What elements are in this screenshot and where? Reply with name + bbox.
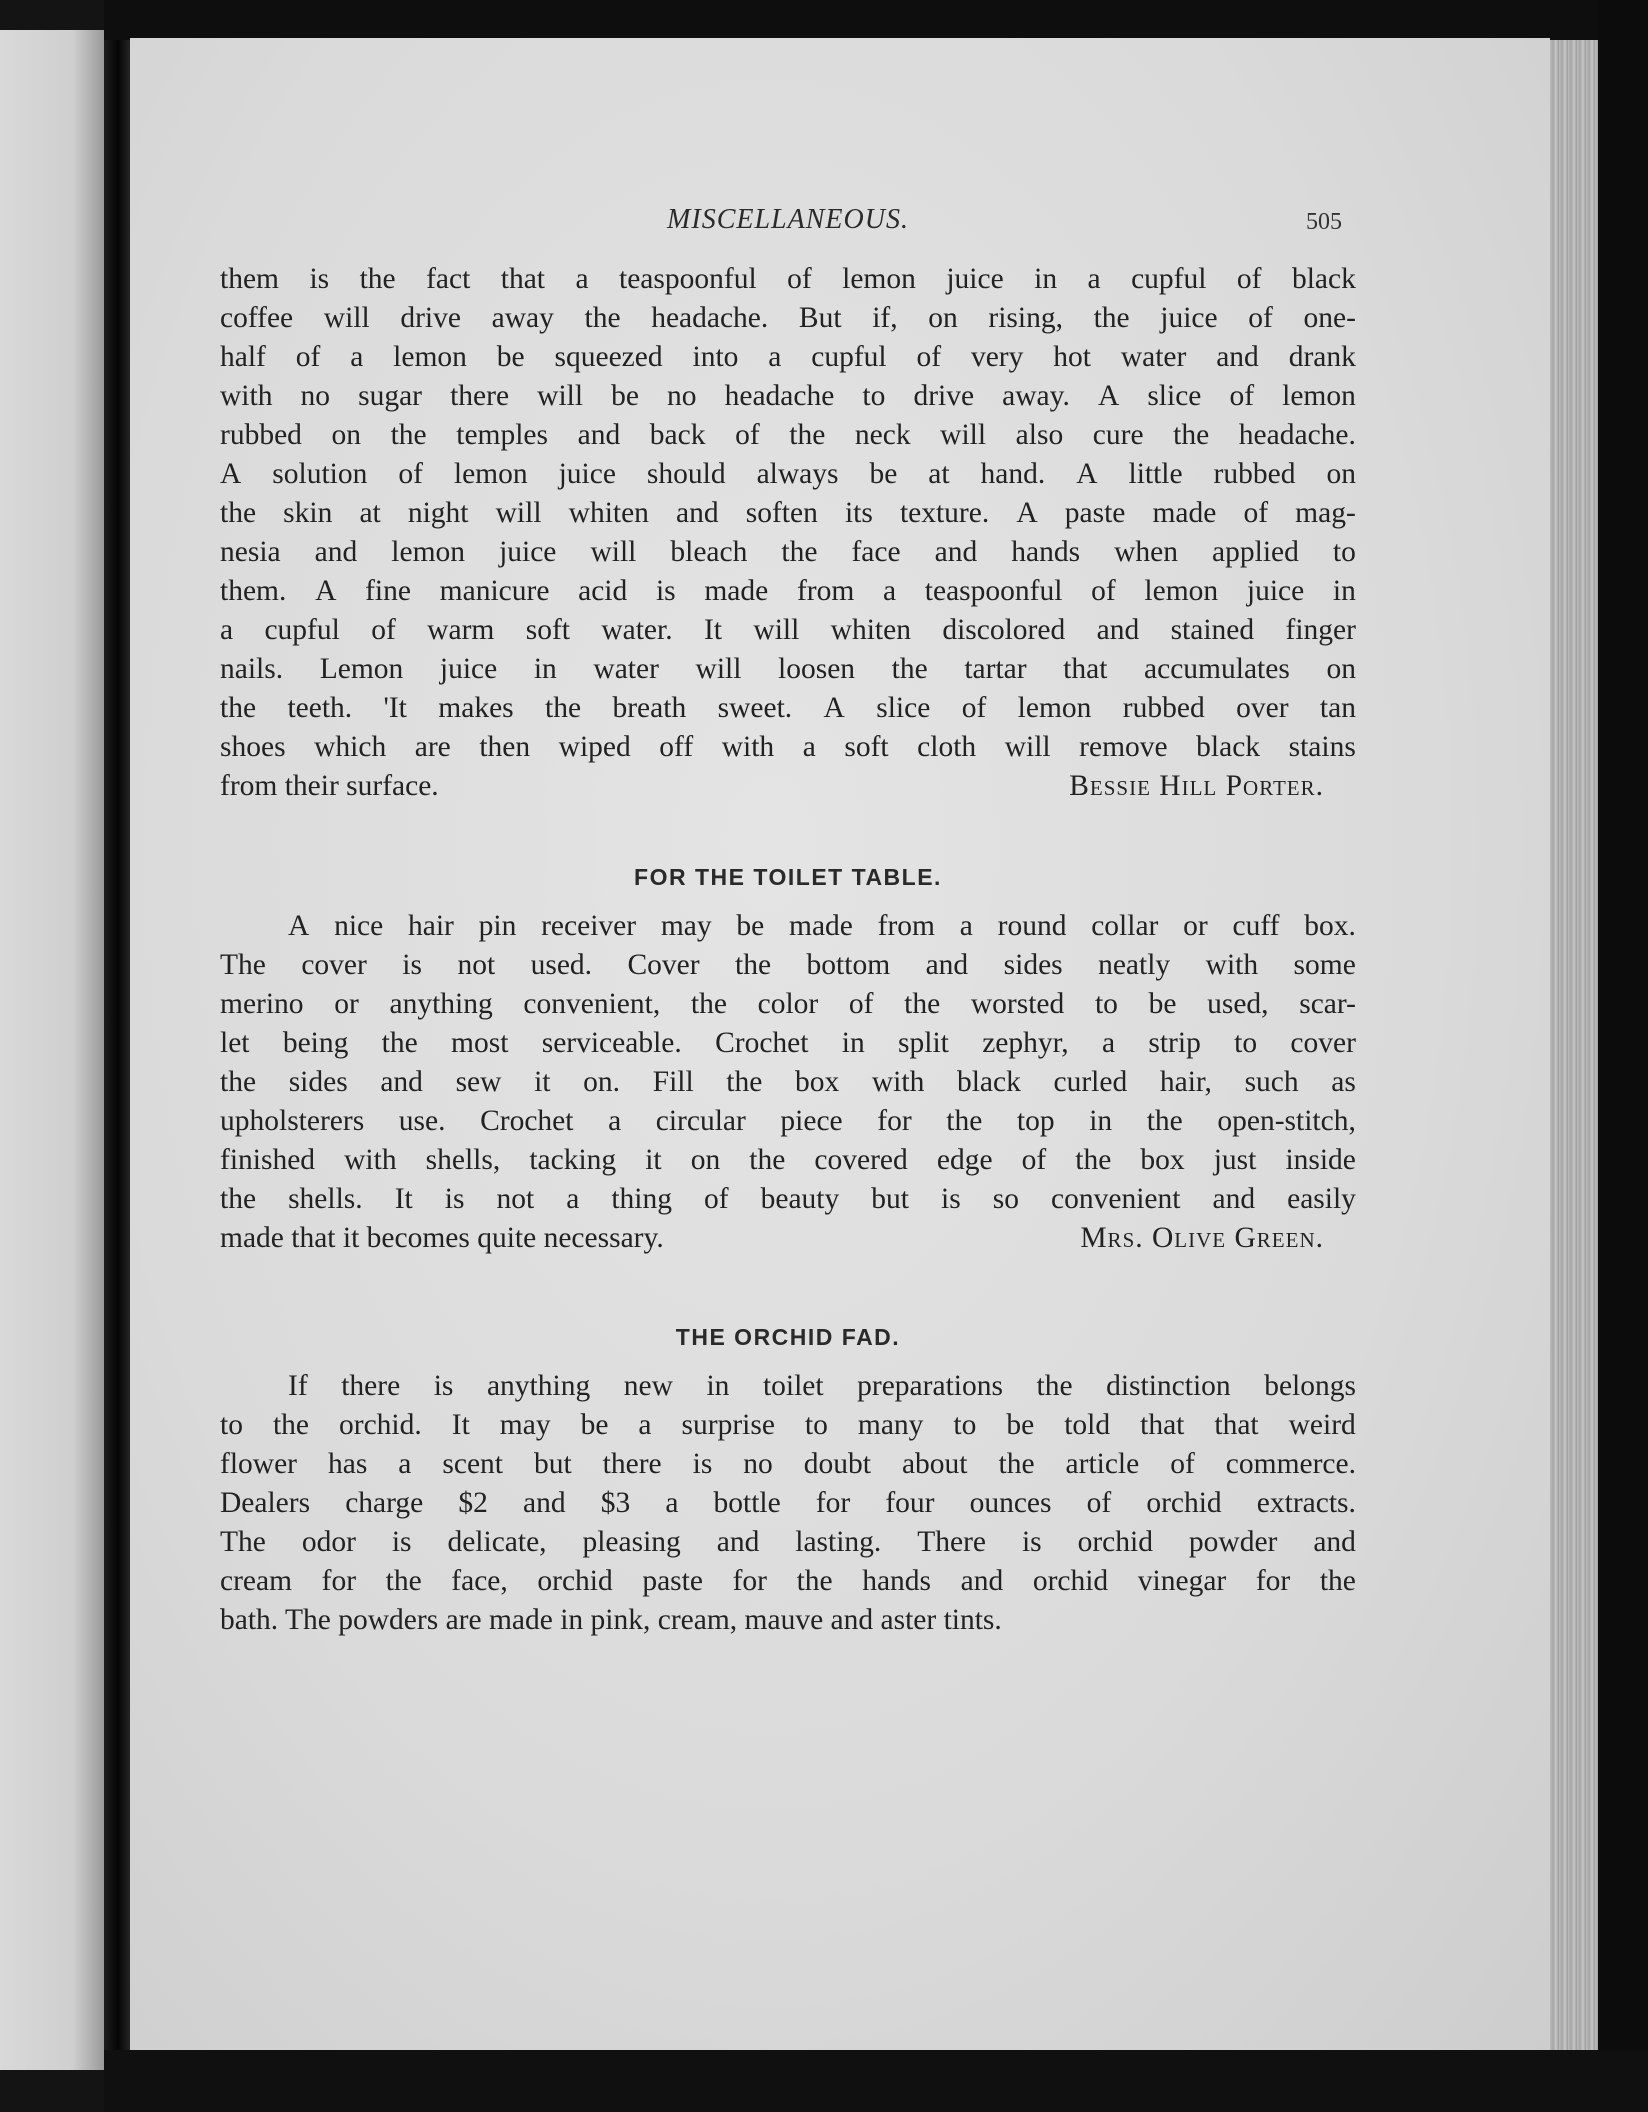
text-line: upholsterers use. Crochet a circular piece for the top in the open-stitch, <box>220 1105 1356 1137</box>
closing-line <box>220 1219 1356 1258</box>
section-heading: THE ORCHID FAD. <box>675 1324 901 1350</box>
cover-top-edge <box>104 0 1648 40</box>
book-spine <box>104 0 132 2112</box>
section-toilet-table <box>220 858 1356 1258</box>
text-line: let being the most serviceable. Crochet in split zephyr, a strip to cover <box>220 1027 1356 1059</box>
text-line: nesia and lemon juice will bleach the face and hands when applied to <box>220 536 1356 568</box>
text-line: cream for the face, orchid paste for the hands and orchid vinegar for the <box>220 1565 1356 1597</box>
page-stack-edge <box>1550 40 1598 2050</box>
text-line: A nice hair pin receiver may be made from a round collar or cuff box. <box>288 910 1356 942</box>
page-number: 505 <box>1306 209 1342 235</box>
text-line: the sides and sew it on. Fill the box with black curled hair, such as <box>220 1066 1356 1098</box>
closing-line <box>220 767 1356 806</box>
last-text-line: made that it becomes quite necessary. <box>220 1222 664 1254</box>
cover-bottom-edge <box>104 2050 1648 2112</box>
last-text-line: bath. The powders are made in pink, cream, mauve and aster tints. <box>220 1604 1002 1636</box>
facing-page-edge <box>0 30 104 2070</box>
page-content <box>220 200 1356 1640</box>
text-line: flower has a scent but there is no doubt about the article of commerce. <box>220 1448 1356 1480</box>
text-line: the skin at night will whiten and soften its texture. A paste made of mag- <box>220 497 1356 529</box>
text-line: half of a lemon be squeezed into a cupful of very hot water and drank <box>220 341 1356 373</box>
author-signature: Mrs. Olive Green. <box>1080 1222 1324 1254</box>
text-line: the shells. It is not a thing of beauty but is so convenient and easily <box>220 1183 1356 1215</box>
running-head: MISCELLANEOUS. <box>667 204 909 235</box>
last-text-line: from their surface. <box>220 770 439 802</box>
text-line: with no sugar there will be no headache to drive away. A slice of lemon <box>220 380 1356 412</box>
text-line: them is the fact that a teaspoonful of lemon juice in a cupful of black <box>220 263 1356 295</box>
text-line: The odor is delicate, pleasing and lasting. There is orchid powder and <box>220 1526 1356 1558</box>
text-line: a cupful of warm soft water. It will whiten discolored and stained finger <box>220 614 1356 646</box>
text-line: Dealers charge $2 and $3 a bottle for four ounces of orchid extracts. <box>220 1487 1356 1519</box>
section-heading: FOR THE TOILET TABLE. <box>634 864 942 890</box>
text-line: nails. Lemon juice in water will loosen the tartar that accumulates on <box>220 653 1356 685</box>
text-line: The cover is not used. Cover the bottom and sides neatly with some <box>220 949 1356 981</box>
section-lemon-uses <box>220 260 1356 806</box>
text-line: shoes which are then wiped off with a soft cloth will remove black stains <box>220 731 1356 763</box>
text-line: them. A fine manicure acid is made from a teaspoonful of lemon juice in <box>220 575 1356 607</box>
text-line: the teeth. 'It makes the breath sweet. A slice of lemon rubbed over tan <box>220 692 1356 724</box>
text-line: A solution of lemon juice should always be at hand. A little rubbed on <box>220 458 1356 490</box>
text-line: If there is anything new in toilet preparations the distinction belongs <box>288 1370 1356 1402</box>
text-line: rubbed on the temples and back of the neck will also cure the headache. <box>220 419 1356 451</box>
text-line: coffee will drive away the headache. But if, on rising, the juice of one- <box>220 302 1356 334</box>
author-signature: Bessie Hill Porter. <box>1069 770 1324 802</box>
text-line: to the orchid. It may be a surprise to many to be told that that weird <box>220 1409 1356 1441</box>
section-orchid-fad <box>220 1318 1356 1640</box>
cover-right-edge <box>1598 0 1648 2112</box>
page-header <box>220 200 1356 260</box>
text-line: merino or anything convenient, the color of the worsted to be used, scar- <box>220 988 1356 1020</box>
text-line: finished with shells, tacking it on the covered edge of the box just inside <box>220 1144 1356 1176</box>
